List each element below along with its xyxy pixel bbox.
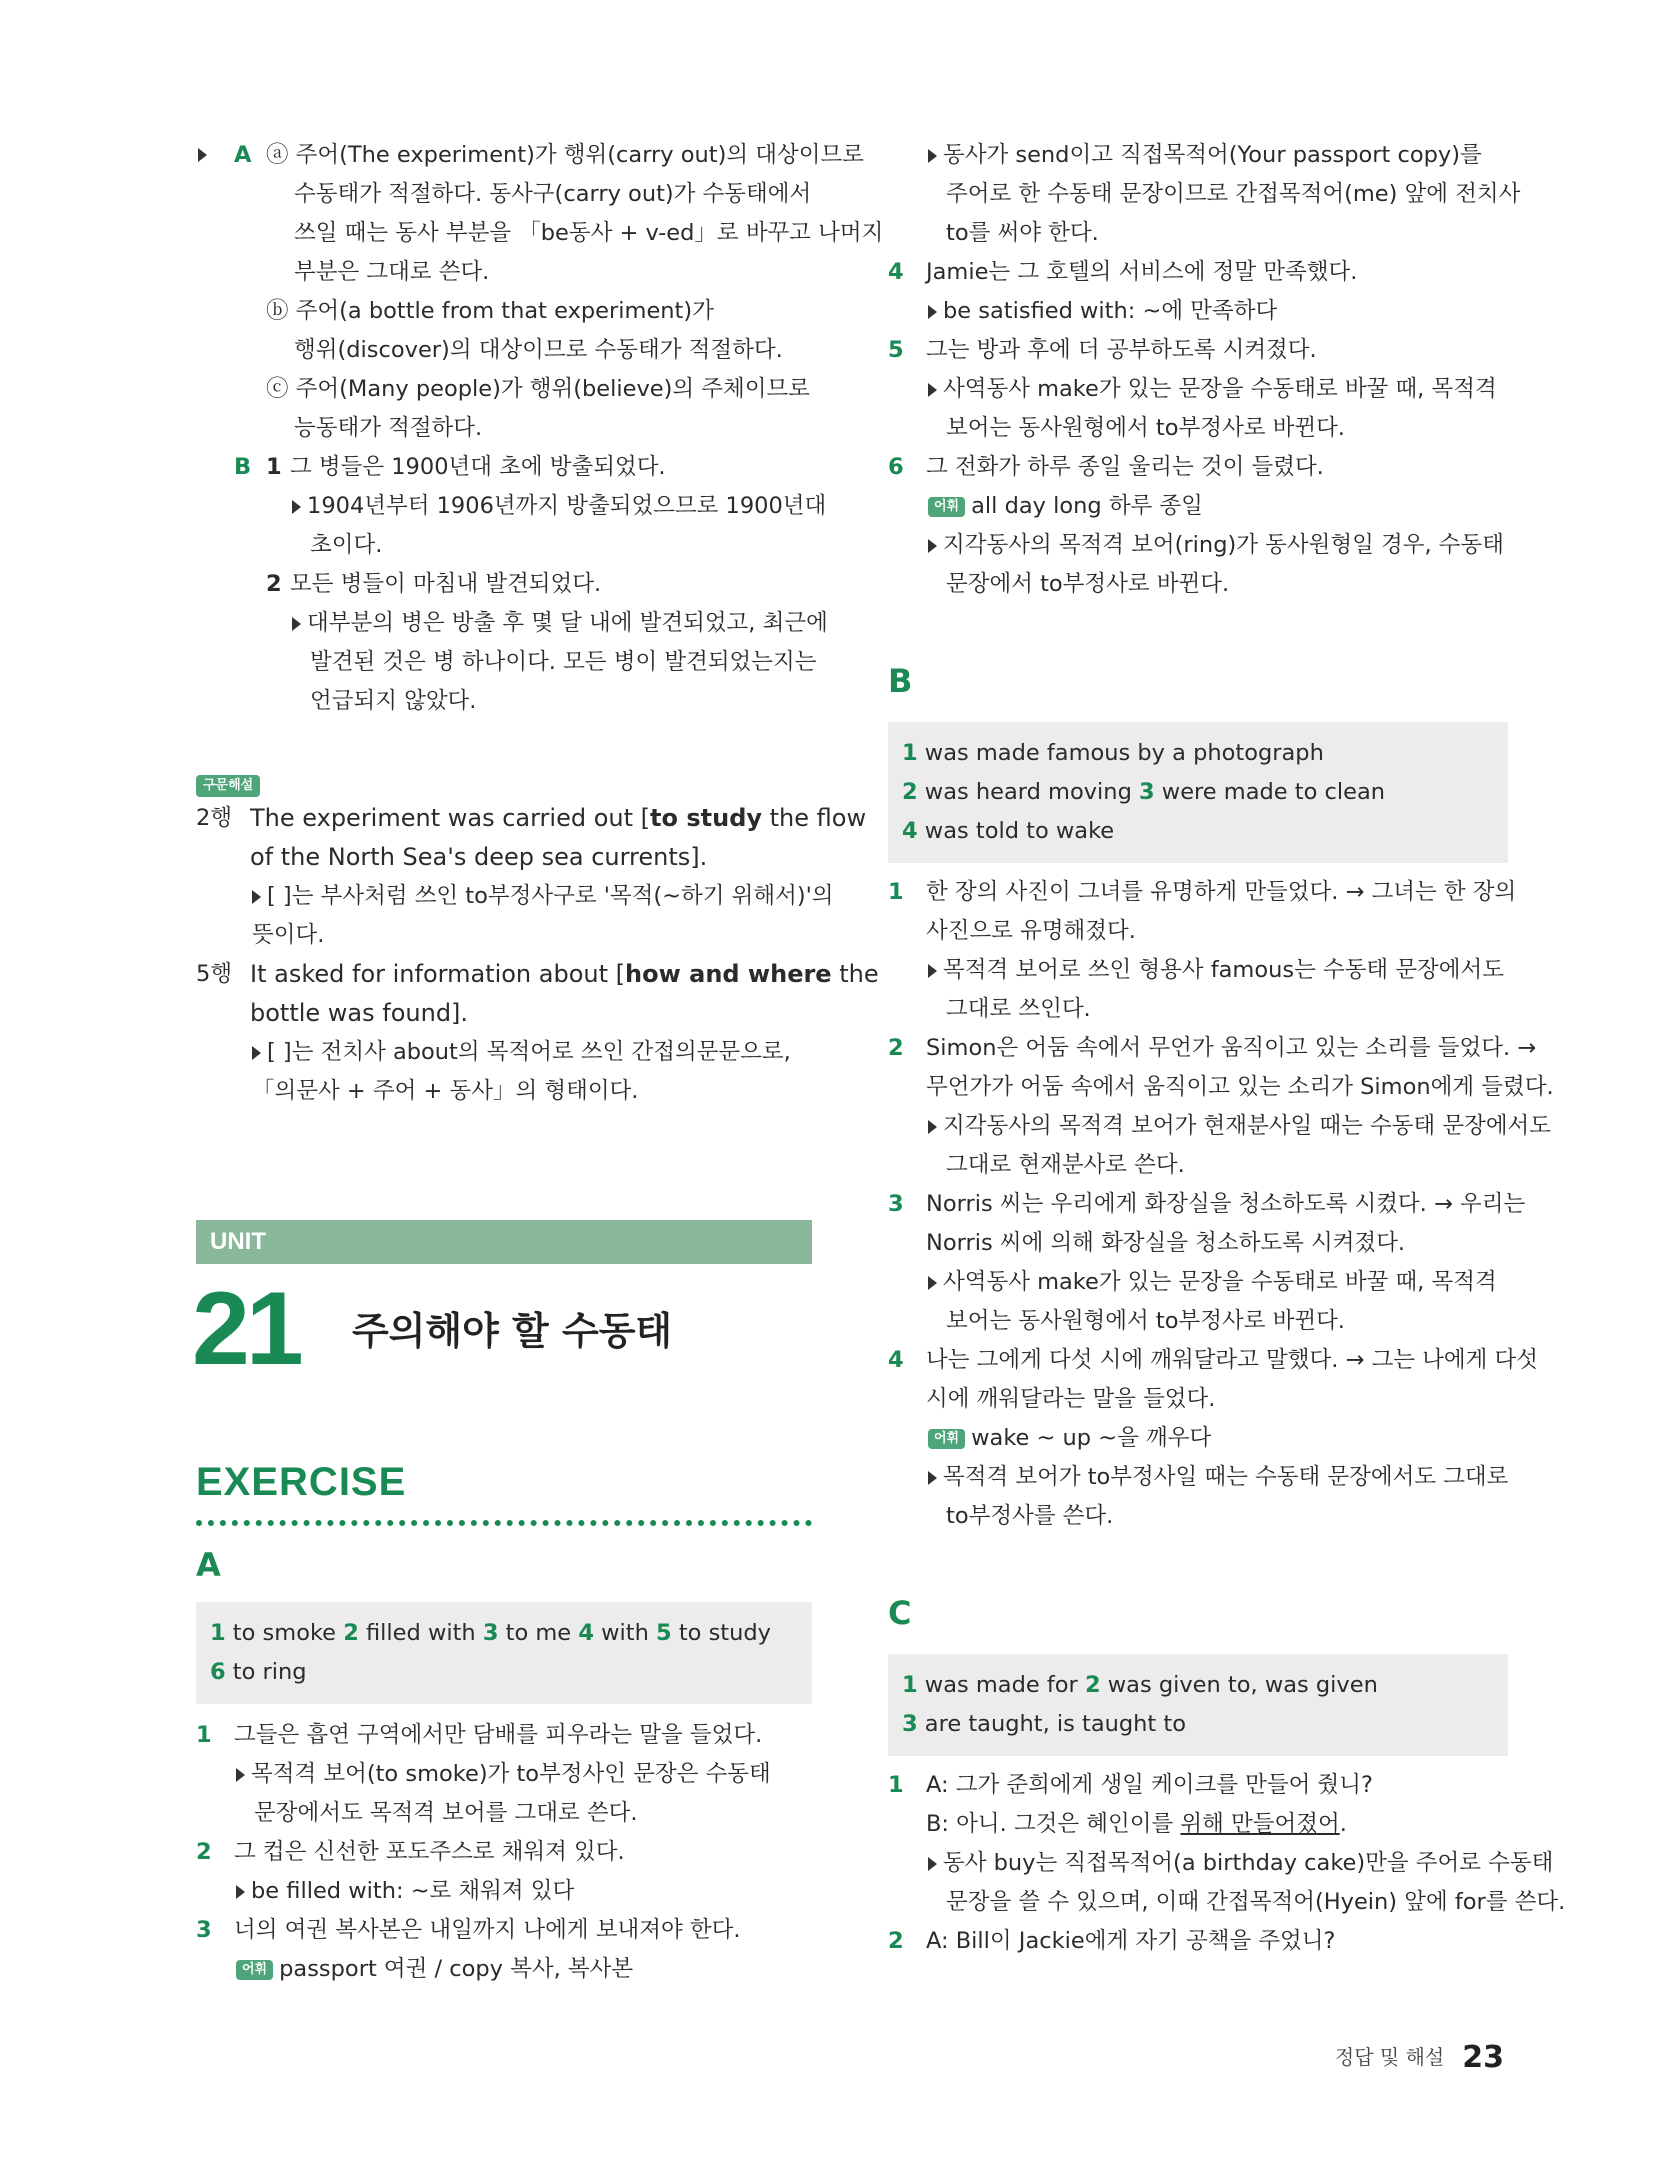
note-line: [196, 487, 827, 526]
answer-a-text: ⓐ 주어(The experiment)가 행위(carry out)의 대상이므로: [266, 142, 864, 168]
item-number: 4: [888, 1347, 904, 1373]
note-line: [196, 604, 828, 643]
item-number: 1: [266, 454, 282, 480]
answer-a-text: 행위(discover)의 대상이므로 수동태가 적절하다.: [294, 337, 783, 363]
bullet-triangle-icon: [928, 1857, 937, 1871]
bullet-triangle-icon: [292, 617, 301, 631]
item-number: 1: [196, 1722, 212, 1748]
item-text: 그들은 흡연 구역에서만 담배를 피우라는 말을 들었다.: [234, 1722, 763, 1748]
exercise-a-label: A: [196, 1546, 221, 1584]
answer-box: [888, 722, 1508, 863]
item-line: [888, 331, 1508, 370]
vocab-line: [888, 487, 1508, 526]
bullet-triangle-icon: [928, 305, 937, 319]
page-footer: [1335, 2040, 1504, 2075]
note-text: 사역동사 make가 있는 문장을 수동태로 바꿀 때, 목적격: [943, 1269, 1497, 1295]
note-line: [888, 951, 1508, 990]
item-text: 한 장의 사진이 그녀를 유명하게 만들었다. → 그녀는 한 장의: [926, 879, 1517, 905]
item-number: 3: [888, 1191, 904, 1217]
answer-a-text: ⓒ 주어(Many people)가 행위(believe)의 주체이므로: [266, 376, 810, 402]
bullet-triangle-icon: [928, 383, 937, 397]
item-text: Jamie는 그 호텔의 서비스에 정말 만족했다.: [926, 259, 1358, 285]
vocab-tag: 어휘: [928, 497, 965, 517]
note-line: [888, 136, 1508, 175]
item-text: Norris 씨에 의해 화장실을 청소하도록 시켜졌다.: [926, 1230, 1406, 1256]
answer-a-text: 부분은 그대로 쓴다.: [294, 259, 490, 285]
note-text: 문장에서도 목적격 보어를 그대로 쓴다.: [254, 1800, 638, 1826]
item-text: 나는 그에게 다섯 시에 깨워달라고 말했다. → 그는 나에게 다섯: [926, 1347, 1539, 1373]
answer-a-text: 수동태가 적절하다. 동사구(carry out)가 수동태에서: [294, 181, 812, 207]
item-line: [888, 1185, 1526, 1224]
note-line: [888, 1107, 1552, 1146]
item-line: [888, 1922, 1508, 1961]
exercise-a: [196, 1546, 812, 1989]
unit-bar: UNIT: [196, 1220, 812, 1264]
bullet-triangle-icon: [928, 149, 937, 163]
answer-box: [196, 1602, 812, 1704]
line-ref: 2행: [196, 805, 233, 831]
bullet-triangle-icon: [252, 1046, 261, 1060]
bullet-triangle-icon: [928, 964, 937, 978]
answer-b2-text: 모든 병들이 마침내 발견되었다.: [290, 571, 602, 597]
note-text: 대부분의 병은 방출 후 몇 달 내에 발견되었고, 최근에: [307, 610, 828, 636]
item-number: 6: [888, 454, 904, 480]
note-line: [196, 1872, 812, 1911]
bullet-triangle-icon: [292, 500, 301, 514]
answer-box: [888, 1654, 1508, 1756]
bullet-triangle-icon: [252, 890, 261, 904]
item-text: 너의 여권 복사본은 내일까지 나에게 보내져야 한다.: [234, 1917, 741, 1943]
unit-number: 21: [192, 1271, 300, 1387]
item-line: [888, 253, 1508, 292]
item-number: 2: [888, 1035, 904, 1061]
item-text: A: 그가 준희에게 생일 케이크를 만들어 줬니?: [926, 1772, 1373, 1798]
right-column: [888, 136, 1566, 1961]
gumun-tag: 구문해설: [196, 775, 260, 797]
item-line: [196, 1716, 812, 1755]
gumun-sentence: bottle was found].: [250, 999, 469, 1027]
note-line: [888, 292, 1508, 331]
note-text: 동사 buy는 직접목적어(a birthday cake)만을 주어로 수동태: [943, 1850, 1554, 1876]
gumun-line: [196, 955, 879, 994]
note-text: 「의문사 + 주어 + 동사」의 형태이다.: [252, 1078, 639, 1104]
note-text: 목적격 보어가 to부정사일 때는 수동태 문장에서도 그대로: [943, 1464, 1509, 1490]
item-text: 그는 방과 후에 더 공부하도록 시켜졌다.: [926, 337, 1317, 363]
note-text: 뜻이다.: [252, 922, 325, 948]
gumun-tag-row: [196, 769, 816, 799]
answer-row: 1 was made for 2 was given to, was given: [902, 1672, 1378, 1698]
unit-title: 주의해야 할 수동태: [352, 1309, 673, 1353]
vocab-line: [196, 1950, 812, 1989]
gumun-sentence: It asked for information about [how and where the: [250, 960, 879, 988]
page-number: 23: [1462, 2040, 1504, 2075]
item-text: 사진으로 유명해졌다.: [926, 918, 1136, 944]
item-line: [196, 1833, 812, 1872]
vocab-text: all day long 하루 종일: [971, 493, 1203, 519]
note-text: 동사가 send이고 직접목적어(Your passport copy)를: [943, 142, 1482, 168]
note-text: 초이다.: [310, 532, 383, 558]
item-text: A: Bill이 Jackie에게 자기 공책을 주었니?: [926, 1928, 1336, 1954]
item-text: Norris 씨는 우리에게 화장실을 청소하도록 시켰다. → 우리는: [926, 1191, 1526, 1217]
note-text: be satisfied with: ~에 만족하다: [943, 298, 1278, 324]
footer-label: 정답 및 해설: [1334, 2045, 1445, 2069]
item-line: [888, 1029, 1537, 1068]
note-text: 그대로 현재분사로 쓴다.: [946, 1152, 1185, 1178]
answer-row: 1 was made famous by a photograph: [902, 740, 1324, 766]
exercise-heading: EXERCISE: [196, 1460, 407, 1504]
note-text: 보어는 동사원형에서 to부정사로 바뀐다.: [946, 1308, 1345, 1334]
vocab-text: wake ~ up ~을 깨우다: [971, 1425, 1212, 1451]
note-text: 1904년부터 1906년까지 방출되었으므로 1900년대: [307, 493, 827, 519]
note-line: [196, 1033, 816, 1072]
item-number: 1: [888, 879, 904, 905]
item-text: B: 아니. 그것은 혜인이를 위해 만들어졌어.: [926, 1811, 1347, 1837]
bullet-triangle-icon: [198, 148, 207, 162]
left-column: [196, 136, 884, 1111]
note-text: 목적격 보어로 쓰인 형용사 famous는 수동태 문장에서도: [943, 957, 1504, 983]
note-text: [ ]는 전치사 about의 목적어로 쓰인 간접의문문으로,: [267, 1039, 791, 1065]
line-ref: 5행: [196, 961, 233, 987]
note-text: be filled with: ~로 채워져 있다: [251, 1878, 575, 1904]
item-number: 3: [196, 1917, 212, 1943]
note-text: 언급되지 않았다.: [310, 688, 477, 714]
answer-b2-line: [196, 565, 816, 604]
answer-row: 4 was told to wake: [902, 818, 1115, 844]
bullet-triangle-icon: [236, 1885, 245, 1899]
item-line: [196, 1911, 812, 1950]
note-text: to를 써야 한다.: [946, 220, 1099, 246]
note-text: [ ]는 부사처럼 쓰인 to부정사구로 '목적(~하기 위해서)'의: [267, 883, 834, 909]
answer-a-text: ⓑ 주어(a bottle from that experiment)가: [266, 298, 714, 324]
bullet-triangle-icon: [928, 539, 937, 553]
item-text: 시에 깨워달라는 말을 들었다.: [926, 1386, 1216, 1412]
vocab-tag: 어휘: [928, 1429, 965, 1449]
answer-row: 2 was heard moving 3 were made to clean: [902, 779, 1386, 805]
gumun-line: [196, 799, 867, 838]
item-line: [888, 873, 1517, 912]
dotted-divider: [196, 1520, 812, 1526]
item-line: [888, 1766, 1508, 1805]
answer-a-text: 능동태가 적절하다.: [294, 415, 483, 441]
answer-row: 1 to smoke 2 filled with 3 to me 4 with 5 to study: [210, 1620, 771, 1646]
note-text: to부정사를 쓴다.: [946, 1503, 1114, 1529]
bullet-triangle-icon: [928, 1471, 937, 1485]
answer-row: 6 to ring: [210, 1659, 307, 1685]
item-number: 1: [888, 1772, 904, 1798]
exercise-c-label: C: [888, 1594, 912, 1632]
vocab-text: passport 여권 / copy 복사, 복사본: [279, 1956, 634, 1982]
vocab-line: [888, 1419, 1508, 1458]
answer-a-text: 쓰일 때는 동사 부분을 「be동사 + v-ed」로 바꾸고 나머지: [294, 220, 884, 246]
section-a-label: A: [234, 142, 252, 168]
item-text: 그 전화가 하루 종일 울리는 것이 들렸다.: [926, 454, 1324, 480]
item-number: 2: [888, 1928, 904, 1954]
answer-b1-line: [196, 448, 816, 487]
item-text: 무언가가 어둠 속에서 움직이고 있는 소리가 Simon에게 들렸다.: [926, 1074, 1554, 1100]
exercise-b-label: B: [888, 662, 913, 700]
note-text: 지각동사의 목적격 보어(ring)가 동사원형일 경우, 수동태: [943, 532, 1504, 558]
note-line: [196, 1755, 812, 1794]
item-number: 2: [266, 571, 282, 597]
item-number: 5: [888, 337, 904, 363]
note-text: 발견된 것은 병 하나이다. 모든 병이 발견되었는지는: [310, 649, 817, 675]
gumun-sentence: of the North Sea's deep sea currents].: [250, 843, 708, 871]
note-text: 사역동사 make가 있는 문장을 수동태로 바꿀 때, 목적격: [943, 376, 1497, 402]
note-text: 지각동사의 목적격 보어가 현재분사일 때는 수동태 문장에서도: [943, 1113, 1552, 1139]
answer-row: 3 are taught, is taught to: [902, 1711, 1186, 1737]
item-text: Simon은 어둠 속에서 무언가 움직이고 있는 소리를 들었다. →: [926, 1035, 1537, 1061]
item-number: 2: [196, 1839, 212, 1865]
item-line: [888, 448, 1508, 487]
note-line: [888, 1458, 1508, 1497]
item-text: 그 컵은 신선한 포도주스로 채워져 있다.: [234, 1839, 625, 1865]
note-line: [888, 370, 1508, 409]
note-text: 보어는 동사원형에서 to부정사로 바뀐다.: [946, 415, 1345, 441]
item-line: [888, 1341, 1539, 1380]
note-text: 문장을 쓸 수 있으며, 이때 간접목적어(Hyein) 앞에 for를 쓴다.: [946, 1889, 1566, 1915]
note-text: 주어로 한 수동태 문장이므로 간접목적어(me) 앞에 전치사: [946, 181, 1521, 207]
gumun-sentence: The experiment was carried out [to study the flow: [250, 804, 867, 832]
item-number: 4: [888, 259, 904, 285]
answer-b1-text: 그 병들은 1900년대 초에 방출되었다.: [290, 454, 666, 480]
note-text: 그대로 쓰인다.: [946, 996, 1091, 1022]
bullet-triangle-icon: [236, 1768, 245, 1782]
bullet-triangle-icon: [928, 1276, 937, 1290]
answer-a-line: [196, 136, 864, 175]
note-line: [888, 526, 1508, 565]
note-text: 문장에서 to부정사로 바뀐다.: [946, 571, 1230, 597]
note-line: [888, 1263, 1508, 1302]
note-line: [888, 1844, 1554, 1883]
vocab-tag: 어휘: [236, 1960, 273, 1980]
note-text: 목적격 보어(to smoke)가 to부정사인 문장은 수동태: [251, 1761, 771, 1787]
bullet-triangle-icon: [928, 1120, 937, 1134]
section-b-label: B: [234, 454, 252, 480]
note-line: [196, 877, 834, 916]
